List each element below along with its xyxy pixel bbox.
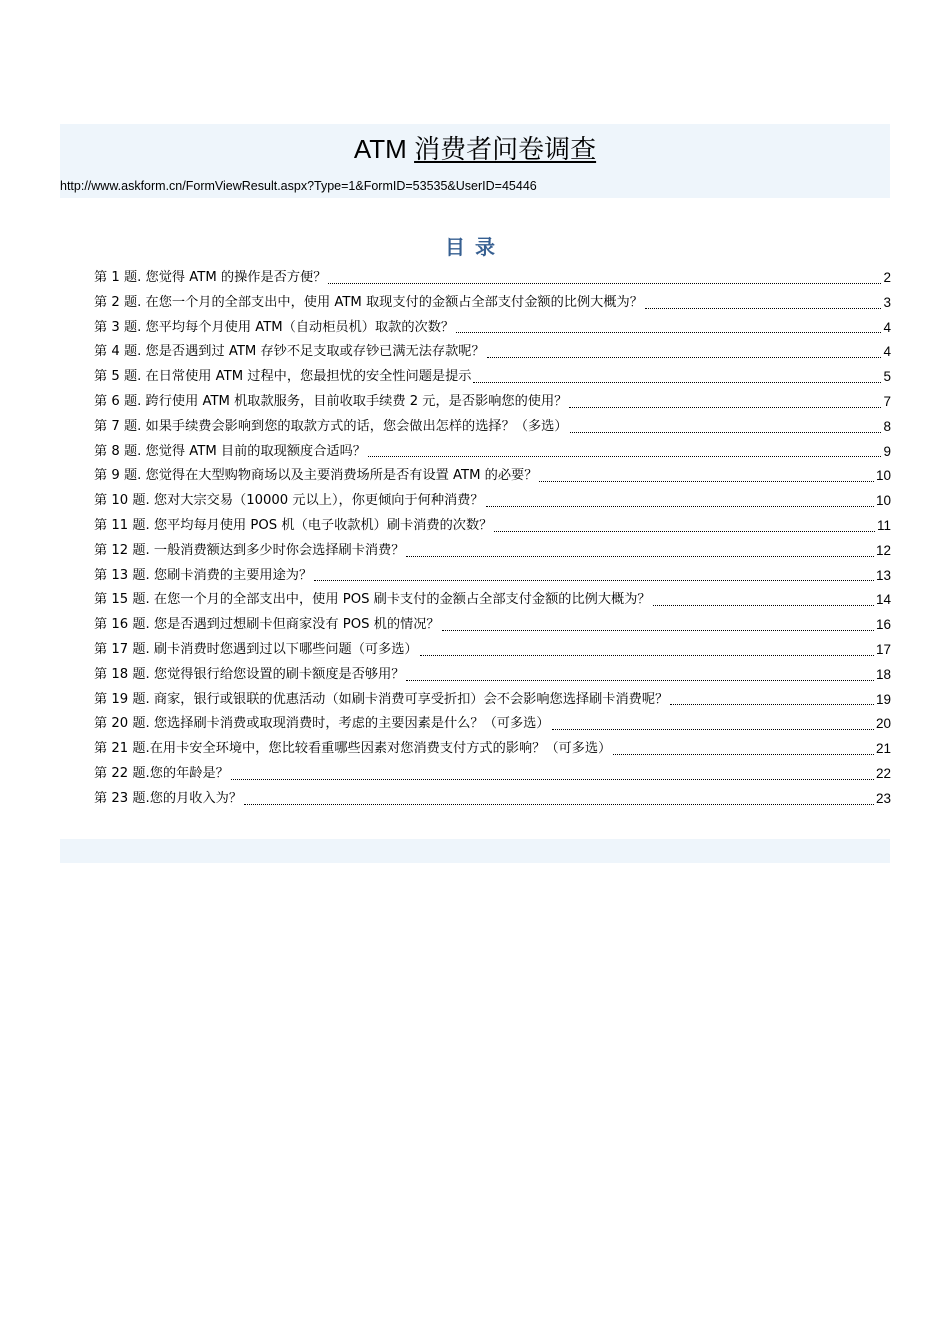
toc-entry-title: 第 9 题. 您觉得在大型购物商场以及主要消费场所是否有设置 ATM 的必要？ [94,468,538,484]
toc-entry[interactable] [94,663,891,688]
toc-entry[interactable] [94,737,891,762]
toc-dot-leader [670,704,874,705]
title-prefix: ATM [353,134,407,164]
toc-entry-title: 第 19 题. 商家，银行或银联的优惠活动（如刷卡消费可享受折扣）会不会影响您选择刷卡消费呢？ [94,691,669,707]
toc-entry-title: 第 21 题.在用卡安全环境中，您比较看重哪些因素对您消费支付方式的影响？（可多选） [94,741,612,757]
toc-page-number: 7 [883,393,891,409]
toc-page-number: 10 [875,468,891,484]
toc-entry[interactable] [94,712,891,737]
toc-dot-leader [231,779,874,780]
toc-dot-leader [473,382,881,383]
toc-entry[interactable] [94,266,891,291]
toc-entry-title: 第 3 题. 您平均每个月使用 ATM（自动柜员机）取款的次数？ [94,319,455,335]
toc-dot-leader [368,456,882,457]
toc-entry-title: 第 4 题. 您是否遇到过 ATM 存钞不足支取或存钞已满无法存款呢？ [94,344,485,360]
toc-page-number: 13 [875,567,891,583]
toc-page-number: 20 [875,716,891,732]
toc-dot-leader [613,754,874,755]
toc-page-number: 10 [875,493,891,509]
toc-entry[interactable] [94,787,891,812]
toc-entry-title: 第 17 题. 刷卡消费时您遇到过以下哪些问题（可多选） [94,641,418,657]
toc-dot-leader [570,432,882,433]
toc-page-number: 5 [883,369,891,385]
toc-page-number: 2 [883,270,891,285]
toc-entry[interactable] [94,291,891,316]
toc-page-number: 19 [875,691,891,707]
toc-dot-leader [456,332,881,333]
toc-entry[interactable] [94,464,891,489]
toc-entry-title: 第 22 题.您的年龄是？ [94,765,229,781]
toc-entry-title: 第 13 题. 您刷卡消费的主要用途为？ [94,567,313,583]
toc-entry[interactable] [94,564,891,589]
toc-page-number: 21 [875,741,891,757]
toc-dot-leader [420,655,874,656]
toc-page-number: 9 [883,443,891,459]
toc-entry[interactable] [94,514,891,539]
toc-page-number: 4 [883,319,891,335]
toc-entry[interactable] [94,440,891,465]
toc-dot-leader [487,357,882,358]
toc-entry[interactable] [94,688,891,713]
toc-page-number: 23 [875,790,891,806]
toc-dot-leader [442,630,874,631]
toc-page-number: 12 [875,542,891,558]
toc-dot-leader [328,283,881,284]
toc-dot-leader [244,804,874,805]
toc-entry-title: 第 11 题. 您平均每月使用 POS 机（电子收款机）刷卡消费的次数？ [94,517,493,533]
toc-page-number: 11 [876,517,891,533]
toc-dot-leader [653,605,874,606]
toc-entry[interactable] [94,539,891,564]
toc-dot-leader [314,580,874,581]
document-title [60,132,890,166]
table-of-contents [94,266,891,812]
toc-entry-title: 第 23 题.您的月收入为？ [94,790,243,806]
toc-entry-title: 第 10 题. 您对大宗交易（10000 元以上），你更倾向于何种消费？ [94,493,484,509]
toc-page-number: 8 [883,418,891,434]
toc-entry-title: 第 1 题. 您觉得 ATM 的操作是否方便？ [94,270,327,285]
toc-entry[interactable] [94,415,891,440]
source-url: http://www.askform.cn/FormViewResult.aspx?Type=1&FormID=53535&UserID=45446 [60,179,537,193]
toc-page-number: 22 [875,765,891,781]
toc-page-number: 3 [883,294,891,310]
toc-entry[interactable] [94,762,891,787]
toc-entry-title: 第 5 题. 在日常使用 ATM 过程中，您最担忧的安全性问题是提示 [94,369,472,385]
document-footer [60,839,890,863]
toc-dot-leader [552,729,874,730]
toc-entry-title: 第 6 题. 跨行使用 ATM 机取款服务，目前收取手续费 2 元，是否影响您的使用？ [94,393,568,409]
toc-entry-title: 第 15 题. 在您一个月的全部支出中，使用 POS 刷卡支付的金额占全部支付金额的比例大概为？ [94,592,651,608]
toc-dot-leader [539,481,874,482]
toc-entry[interactable] [94,390,891,415]
toc-dot-leader [645,308,882,309]
title-main: 消费者问卷调查 [414,134,597,164]
toc-heading: 目录 [445,235,505,259]
toc-entry-title: 第 7 题. 如果手续费会影响到您的取款方式的话，您会做出怎样的选择？（多选） [94,418,568,434]
toc-page-number: 4 [883,344,891,360]
toc-dot-leader [406,680,873,681]
toc-entry[interactable] [94,365,891,390]
toc-entry-title: 第 18 题. 您觉得银行给您设置的刷卡额度是否够用？ [94,666,405,682]
toc-entry-title: 第 12 题. 一般消费额达到多少时你会选择刷卡消费？ [94,542,405,558]
toc-entry[interactable] [94,588,891,613]
toc-entry-title: 第 2 题. 在您一个月的全部支出中，使用 ATM 取现支付的金额占全部支付金额的比例大概为？ [94,294,643,310]
toc-entry[interactable] [94,489,891,514]
toc-entry[interactable] [94,638,891,663]
toc-dot-leader [406,556,873,557]
toc-entry[interactable] [94,340,891,365]
toc-dot-leader [494,531,875,532]
toc-page-number: 16 [875,617,891,633]
document-header [60,124,890,198]
toc-entry[interactable] [94,613,891,638]
toc-dot-leader [569,407,881,408]
toc-page-number: 17 [875,641,891,657]
toc-entry-title: 第 8 题. 您觉得 ATM 目前的取现额度合适吗？ [94,443,366,459]
toc-entry-title: 第 20 题. 您选择刷卡消费或取现消费时，考虑的主要因素是什么？（可多选） [94,716,550,732]
toc-page-number: 18 [875,666,891,682]
toc-dot-leader [486,506,874,507]
toc-entry-title: 第 16 题. 您是否遇到过想刷卡但商家没有 POS 机的情况？ [94,617,440,633]
toc-entry[interactable] [94,316,891,341]
toc-page-number: 14 [875,592,891,608]
